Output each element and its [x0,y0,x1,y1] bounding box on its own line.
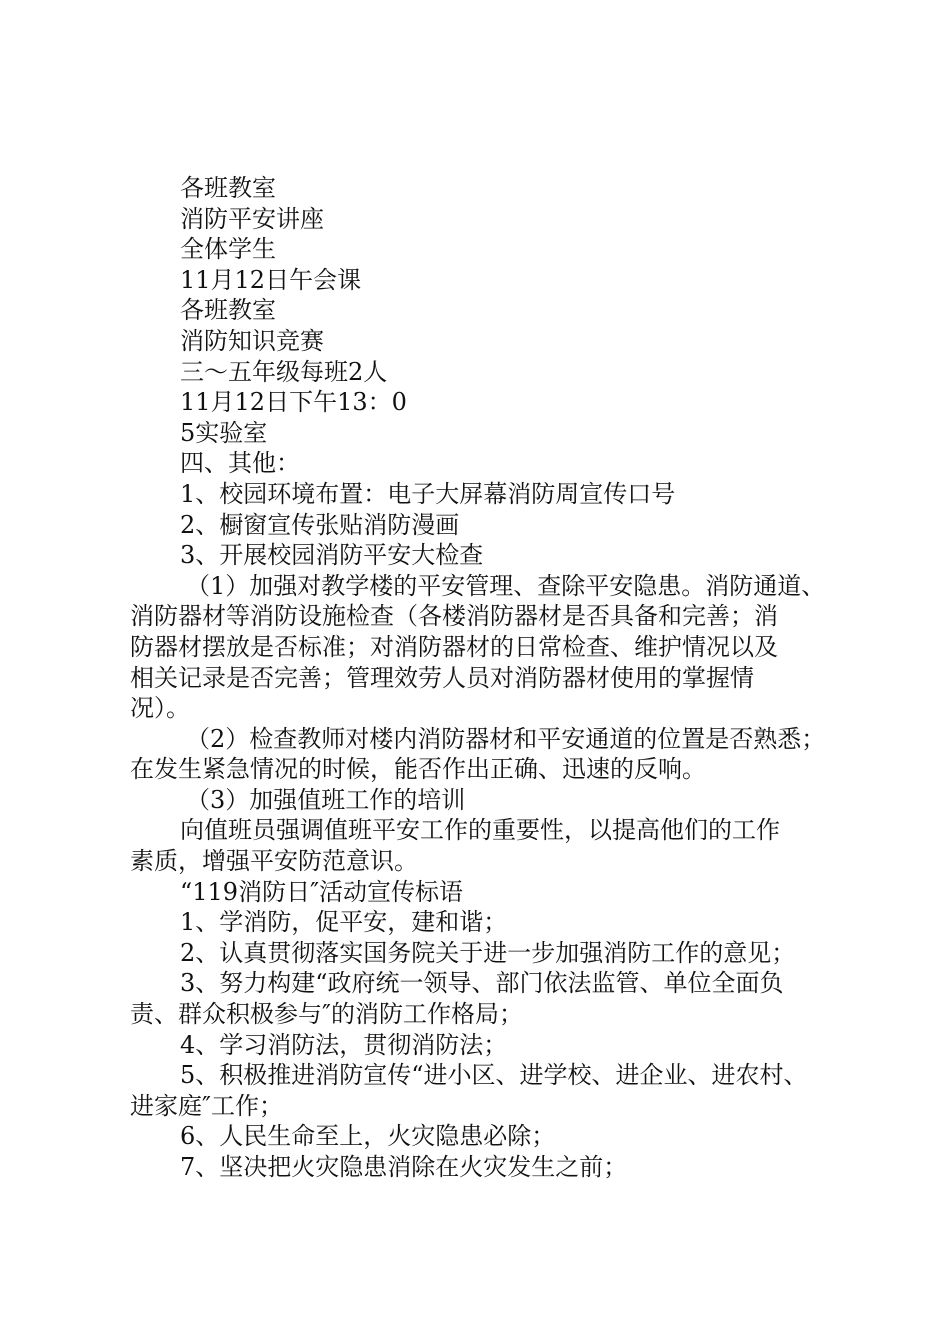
text-line: 11月12日午会课 [180,265,362,294]
slogan-item: 6、人民生命至上，火灾隐患必除； [180,1122,556,1151]
text-line: 消防知识竞赛 [180,326,324,355]
slogan-item: 7、坚决把火灾隐患消除在火灾发生之前； [180,1153,628,1181]
list-item: 3、开展校园消防平安大检查 [180,541,484,570]
text-line: 5实验室 [180,418,268,447]
text-line: 三～五年级每班2人 [180,357,388,386]
paragraph-line: （1）加强对教学楼的平安管理、查除平安隐患。消防通道、 [186,571,826,600]
paragraph-line: 在发生紧急情况的时候，能否作出正确、迅速的反响。 [130,755,706,784]
slogan-item: 2、认真贯彻落实国务院关于进一步加强消防工作的意见； [180,938,796,967]
paragraph-line: 况）。 [130,694,190,723]
paragraph-line: 向值班员强调值班平安工作的重要性，以提高他们的工作 [180,816,780,845]
slogan-item: 4、学习消防法，贯彻消防法； [180,1030,508,1059]
slogan-item: 进家庭″工作； [130,1091,283,1120]
paragraph-line: （2）检查教师对楼内消防器材和平安通道的位置是否熟悉； [186,724,826,753]
document-body [130,173,850,1183]
paragraph-line: 防器材摆放是否标准；对消防器材的日常检查、维护情况以及 [130,632,778,661]
text-line: 11月12日下午13：0 [180,388,407,417]
section-heading: 四、其他： [180,449,300,478]
paragraph-line: 消防器材等消防设施检查（各楼消防器材是否具备和完善；消 [130,602,778,631]
slogan-item: 1、学消防，促平安，建和谐； [180,908,508,937]
list-item: 1、校园环境布置：电子大屏幕消防周宣传口号 [180,479,676,508]
text-line: 各班教室 [180,296,276,325]
text-line: 全体学生 [180,235,276,264]
paragraph-line: （3）加强值班工作的培训 [186,785,466,814]
slogan-item: 3、努力构建“政府统一领导、部门依法监管、单位全面负 [180,969,784,998]
slogan-item: 责、群众积极参与″的消防工作格局； [130,1000,523,1029]
slogan-heading: “119消防日″活动宣传标语 [180,877,464,906]
text-line: 各班教室 [180,174,276,202]
list-item: 2、橱窗宣传张贴消防漫画 [180,510,460,539]
slogan-item: 5、积极推进消防宣传“进小区、进学校、进企业、进农村、 [180,1061,808,1090]
text-line: 消防平安讲座 [180,204,324,233]
paragraph-line: 素质，增强平安防范意识。 [130,847,418,876]
paragraph-line: 相关记录是否完善；管理效劳人员对消防器材使用的掌握情 [130,663,754,692]
